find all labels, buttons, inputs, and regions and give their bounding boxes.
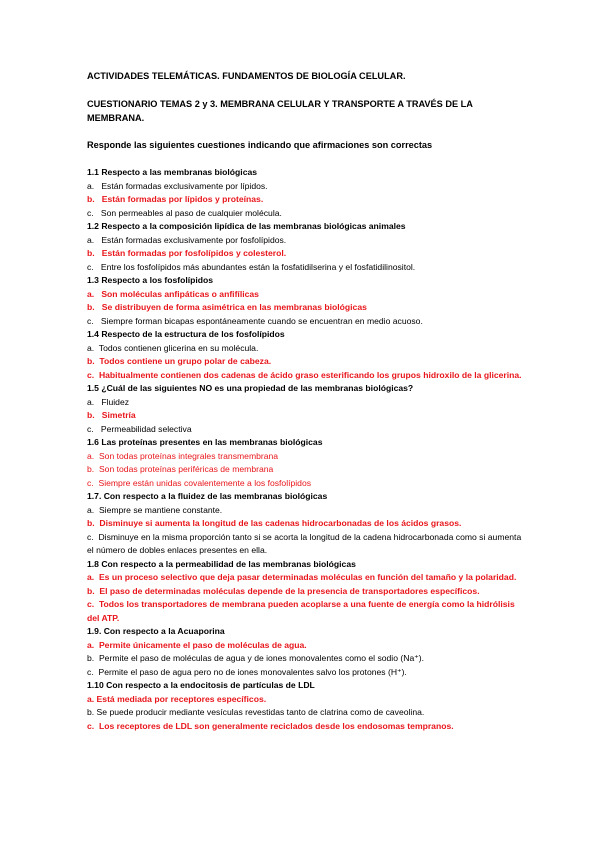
answer-option-correct: c. Los receptores de LDL son generalmente reciclados desde los endosomas tempranos. bbox=[87, 720, 454, 731]
answer-option-correct: b. Todos contiene un grupo polar de cabeza. bbox=[87, 356, 272, 366]
answer-option-correct: a. Es un proceso selectivo que deja pasar determinadas moléculas en función del tamaño y la polaridad. bbox=[87, 572, 517, 582]
answer-option: a. Siempre se mantiene constante. bbox=[87, 504, 223, 515]
answer-option-correct: c. Todos los transportadores de membrana pueden acoplarse a una fuente de energía como la hidrólisis del ATP. bbox=[87, 599, 518, 623]
question-block bbox=[87, 490, 527, 558]
question-text: 1.3 Respecto a los fosfolípidos bbox=[87, 275, 214, 285]
answer-option: c. Son permeables al paso de cualquier molécula. bbox=[87, 207, 282, 218]
document-title: ACTIVIDADES TELEMÁTICAS. FUNDAMENTOS DE BIOLOGÍA CELULAR. bbox=[87, 71, 406, 81]
question-text: 1.1 Respecto a las membranas biológicas bbox=[87, 167, 258, 177]
question-block bbox=[87, 558, 527, 626]
question-block bbox=[87, 328, 527, 382]
answer-option-correct: b. Están formadas por fosfolípidos y colesterol. bbox=[87, 248, 287, 258]
answer-option: a. Todos contienen glicerina en su molécula. bbox=[87, 342, 259, 353]
instructions: Responde las siguientes cuestiones indicando que afirmaciones son correctas bbox=[87, 140, 433, 150]
answer-option: b. Se puede producir mediante vesículas revestidas tanto de clatrina como de caveolina. bbox=[87, 707, 425, 717]
answer-option: c. Entre los fosfolípidos más abundantes están la fosfatidilserina y el fosfatidilinositol. bbox=[87, 261, 416, 272]
question-text: 1.9. Con respecto a la Acuaporina bbox=[87, 626, 225, 636]
answer-option: c. Permeabilidad selectiva bbox=[87, 423, 192, 434]
question-block bbox=[87, 679, 527, 733]
answer-option-highlighted: c. Siempre están unidas covalentemente a los fosfolípidos bbox=[87, 477, 312, 488]
answer-option-correct: b. El paso de determinadas moléculas depende de la presencia de transportadores específicos. bbox=[87, 585, 480, 596]
answer-option: c. Permite el paso de agua pero no de iones monovalentes salvo los protones (H⁺). bbox=[87, 666, 407, 677]
question-block bbox=[87, 625, 527, 679]
answer-option: a. Fluidez bbox=[87, 396, 130, 407]
answer-option: c. Disminuye en la misma proporción tanto si se acorta la longitud de la cadena hidrocarbonada como si aumenta el número de dobles enlaces presentes en ella. bbox=[87, 531, 524, 555]
answer-option-correct: b. Disminuye si aumenta la longitud de las cadenas hidrocarbonadas de los ácidos grasos. bbox=[87, 518, 462, 528]
question-block bbox=[87, 274, 527, 328]
answer-option-correct: a. Son moléculas anfipáticas o anfifílicas bbox=[87, 288, 259, 299]
question-block bbox=[87, 382, 527, 436]
question-text: 1.4 Respecto de la estructura de los fosfolípidos bbox=[87, 329, 285, 339]
answer-option-correct: c. Habitualmente contienen dos cadenas de ácido graso esterificando los grupos hidroxilo de la glicerina. bbox=[87, 369, 522, 380]
question-block bbox=[87, 436, 527, 490]
question-text: 1.10 Con respecto a la endocitosis de partículas de LDL bbox=[87, 680, 315, 690]
question-text: 1.8 Con respecto a la permeabilidad de las membranas biológicas bbox=[87, 558, 356, 569]
answer-option-correct: b. Están formadas por lípidos y proteínas. bbox=[87, 194, 264, 204]
answer-option: a. Están formadas exclusivamente por lípidos. bbox=[87, 180, 268, 191]
question-block bbox=[87, 220, 527, 274]
question-text: 1.6 Las proteínas presentes en las membranas biológicas bbox=[87, 437, 323, 447]
answer-option-correct: b. Simetría bbox=[87, 410, 136, 420]
question-block bbox=[87, 166, 527, 220]
question-text: 1.7. Con respecto a la fluidez de las membranas biológicas bbox=[87, 491, 328, 501]
question-text: 1.5 ¿Cuál de las siguientes NO es una propiedad de las membranas biológicas? bbox=[87, 383, 414, 393]
answer-option: a. Están formadas exclusivamente por fosfolípidos. bbox=[87, 234, 287, 245]
answer-option: c. Siempre forman bicapas espontáneamente cuando se encuentran en medio acuoso. bbox=[87, 315, 423, 326]
question-list bbox=[87, 166, 527, 733]
answer-option-highlighted: b. Son todas proteínas periféricas de membrana bbox=[87, 464, 274, 474]
answer-option-highlighted: a. Son todas proteínas integrales transmembrana bbox=[87, 450, 279, 461]
document-subtitle: CUESTIONARIO TEMAS 2 y 3. MEMBRANA CELULAR Y TRANSPORTE A TRAVÉS DE LA MEMBRANA. bbox=[87, 99, 473, 123]
question-text: 1.2 Respecto a la composición lipídica de las membranas biológicas animales bbox=[87, 221, 406, 231]
answer-option: b. Permite el paso de moléculas de agua y de iones monovalentes como el sodio (Na⁺). bbox=[87, 653, 425, 663]
answer-option-correct: b. Se distribuyen de forma asimétrica en las membranas biológicas bbox=[87, 302, 367, 312]
answer-option-correct: a. Está mediada por receptores específicos. bbox=[87, 693, 267, 704]
answer-option-correct: a. Permite únicamente el paso de moléculas de agua. bbox=[87, 639, 307, 650]
